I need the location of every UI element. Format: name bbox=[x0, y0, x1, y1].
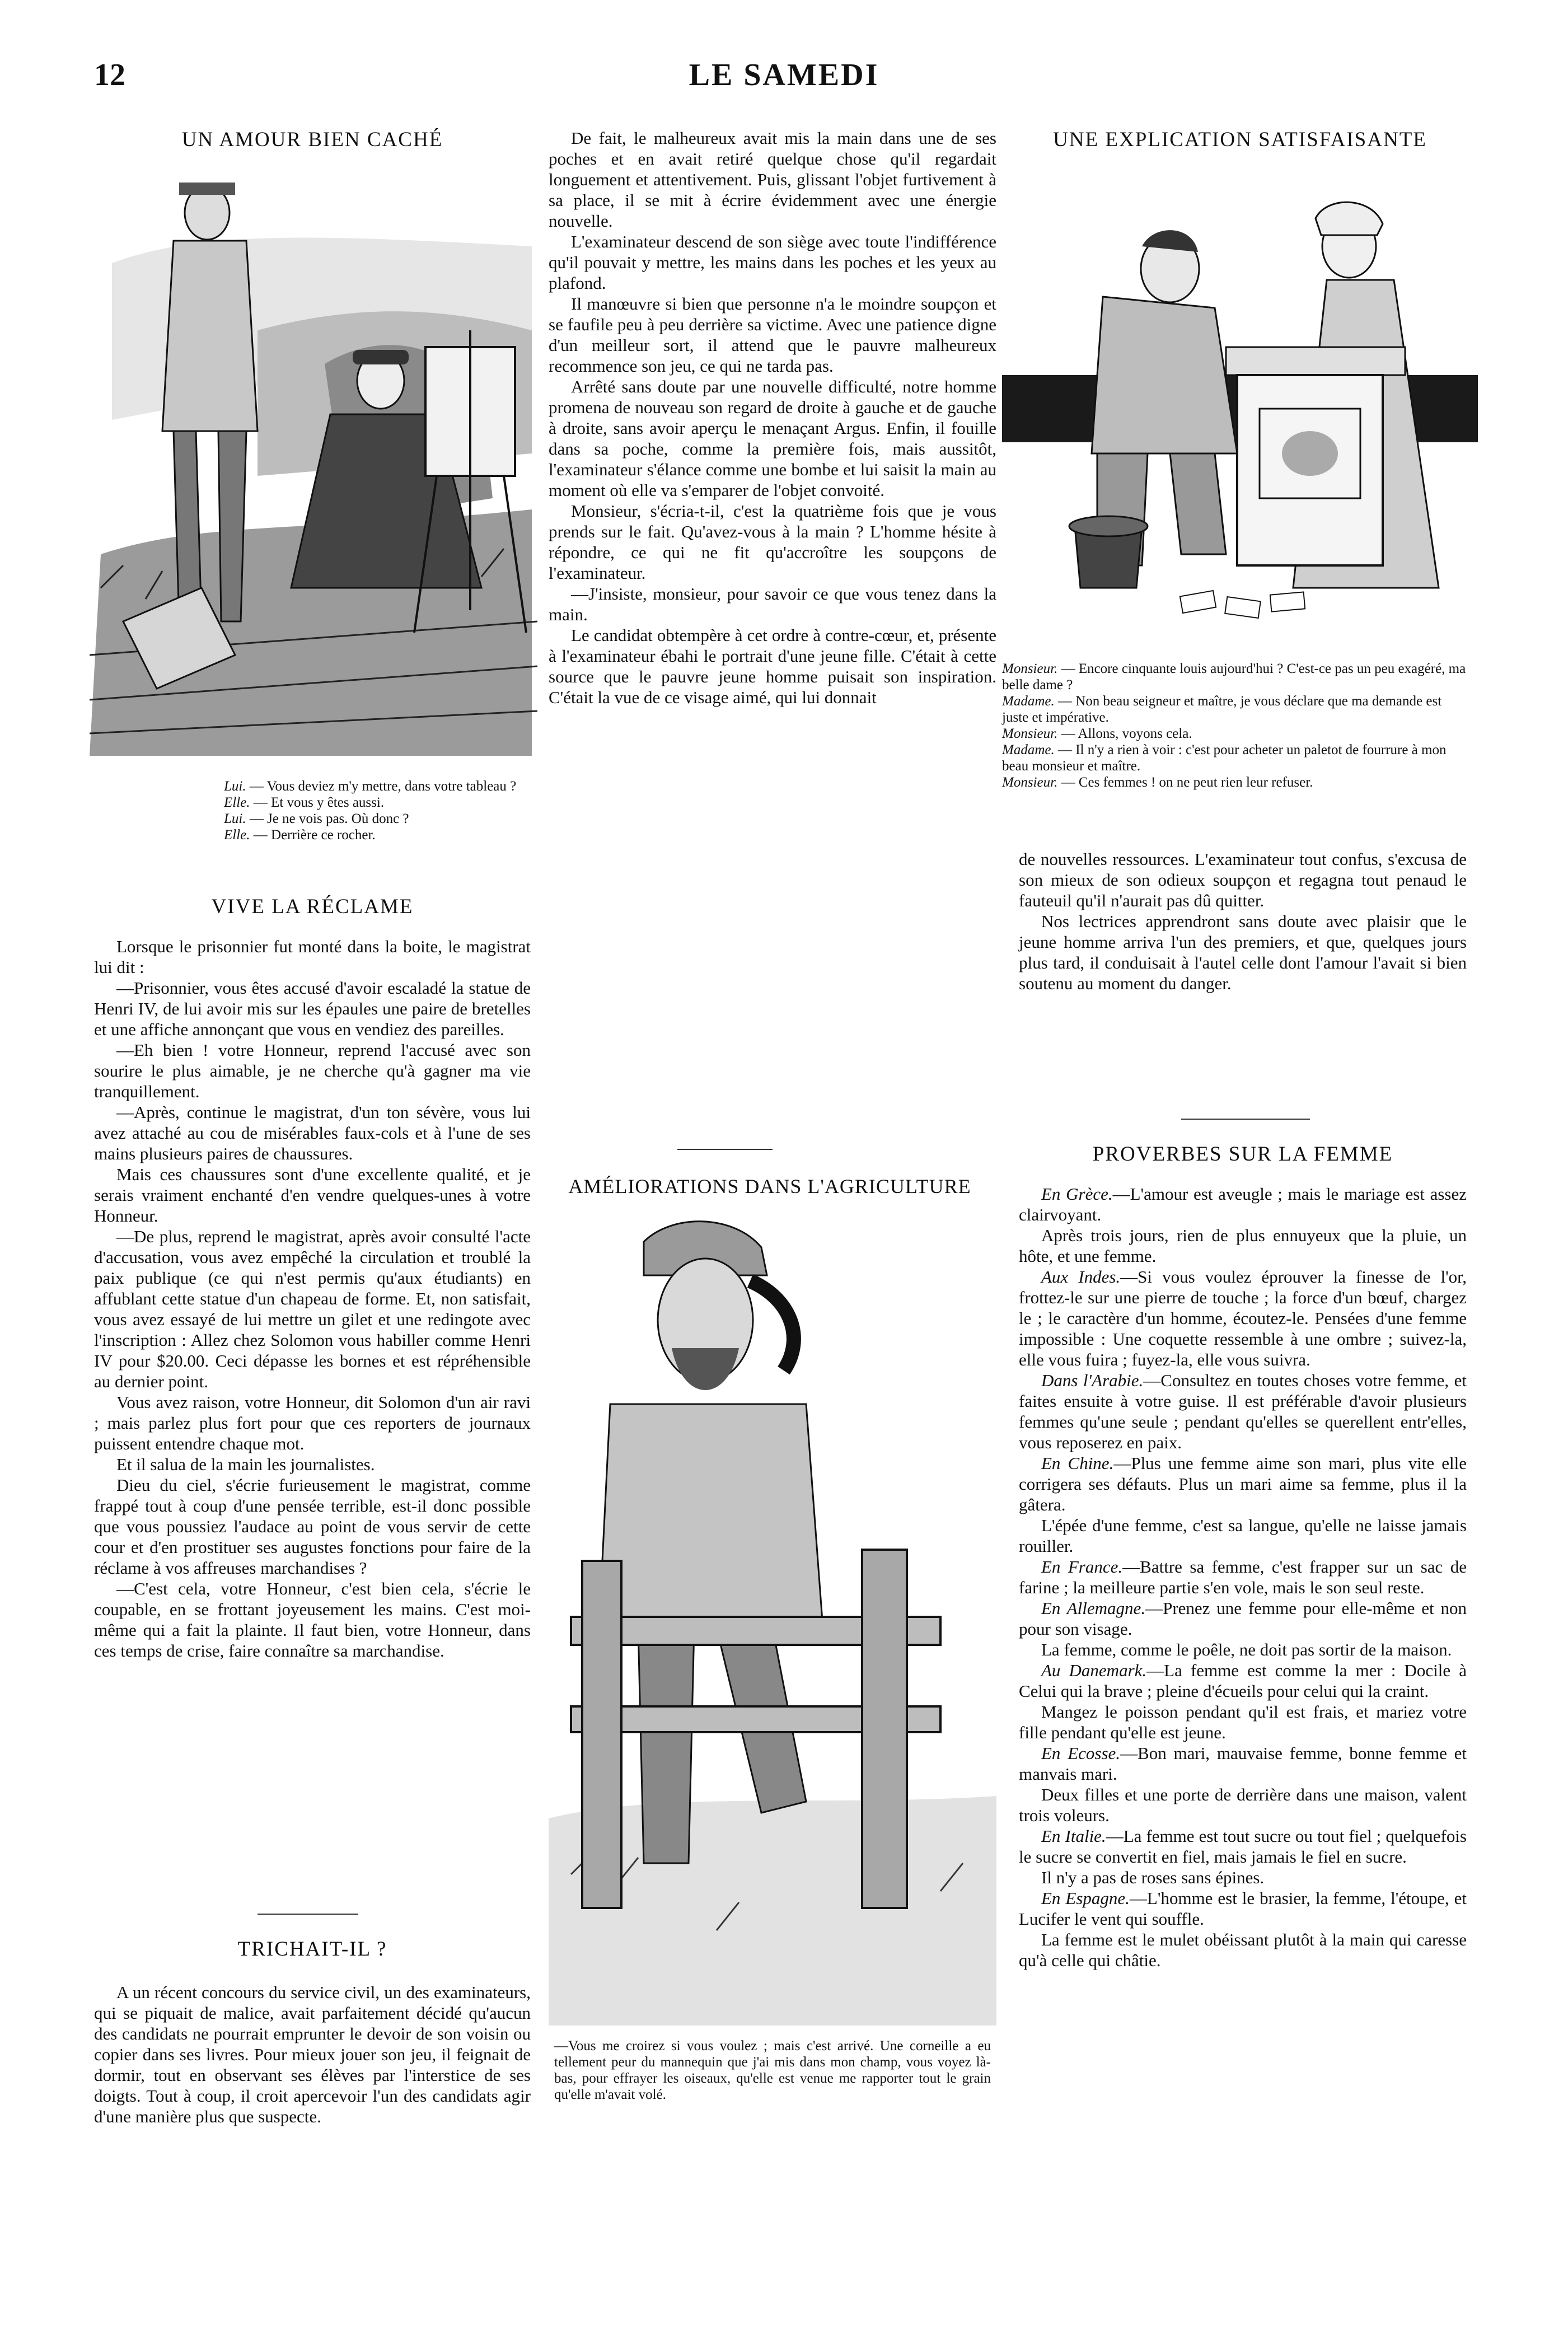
paragraph: —De plus, reprend le magistrat, après avoir consulté l'acte d'accusation, vous avez empêché la circulation et troublé la paix publique (ce qui n'est permis qu'aux étudiants) en affublant cette statue d'un chapeau de forme. Et, non satisfait, vous avez essayé de lui mettre un gilet et une redingote avec l'inscription : Allez chez Solomon vous habiller comme Henri IV pour $20.00. Ceci dépasse les bornes et est répréhensible au dernier point. bbox=[94, 1227, 531, 1391]
country-label: En Grèce. bbox=[1041, 1184, 1113, 1204]
proverb-text: L'épée d'une femme, c'est sa langue, qu'elle ne laisse jamais rouiller. bbox=[1019, 1516, 1467, 1556]
country-label: En Ecosse. bbox=[1041, 1743, 1121, 1763]
paragraph: Mais ces chaussures sont d'une excellente qualité, et je serais vraiment enchanté d'en vendre quelques-unes à votre Honneur. bbox=[94, 1164, 531, 1226]
illustration-couple-painting bbox=[90, 162, 537, 756]
proverb bbox=[1019, 1639, 1467, 1660]
proverb bbox=[1019, 1515, 1467, 1556]
heading-trichait: TRICHAIT-IL ? bbox=[237, 1938, 387, 1961]
proverb-text: Deux filles et une porte de derrière dans une maison, valent trois voleurs. bbox=[1019, 1785, 1467, 1825]
illustration-couple-desk bbox=[1002, 162, 1478, 627]
paragraph: A un récent concours du service civil, un des examinateurs, qui se piquait de malice, avait parfaitement décidé qu'aucun des candidats ne pourrait emprunter le devoir de son voisin ou copier dans ses livres. Pour mieux jouer son jeu, il feignait de dormir, tout en observant ses élèves par l'interstice de ses doigts. Tout à coup, il croit apercevoir l'un des candidats agir d'une manière plus que suspecte. bbox=[94, 1982, 531, 2126]
proverb-text: —Prenez une femme pour elle-même et non pour son visage. bbox=[1019, 1598, 1467, 1639]
dialogue: — Derrière ce rocher. bbox=[250, 827, 376, 843]
proverb-text: Après trois jours, rien de plus ennuyeux que la pluie, un hôte, et une femme. bbox=[1019, 1226, 1467, 1266]
country-label: En France. bbox=[1041, 1557, 1123, 1577]
heading-reclame: VIVE LA RÉCLAME bbox=[211, 895, 414, 918]
country-label: En Italie. bbox=[1041, 1826, 1106, 1846]
paragraph: Le candidat obtempère à cet ordre à contre-cœur, et, présente à l'examinateur ébahi le portrait d'une jeune fille. C'était à cette source que le pauvre jeune homme puisait son inspiration. C'était la vue de ce visage aimé, qui lui donnait bbox=[549, 625, 996, 707]
illustration-farmer-fence bbox=[549, 1203, 996, 2026]
proverb-text: —Bon mari, mauvaise femme, bonne femme et manvais mari. bbox=[1019, 1743, 1467, 1784]
heading-explication: UNE EXPLICATION SATISFAISANTE bbox=[1053, 128, 1427, 151]
paragraph: —J'insiste, monsieur, pour savoir ce que vous tenez dans la main. bbox=[549, 584, 996, 624]
paragraph: de nouvelles ressources. L'examinateur tout confus, s'excusa de son mieux de son odieux soupçon et regagna tout penaud le fauteuil qu'il n'aurait pas dû quitter. bbox=[1019, 849, 1467, 910]
country-label: Aux Indes. bbox=[1041, 1267, 1121, 1287]
country-label: Dans l'Arabie. bbox=[1041, 1371, 1144, 1390]
paragraph: De fait, le malheureux avait mis la main dans une de ses poches et en avait retiré quelque chose qu'il regardait longuement et attentivement. Puis, glissant l'objet furtivement à sa place, il se mit à écrire évidemment avec une énergie nouvelle. bbox=[549, 128, 996, 231]
speaker: Monsieur. bbox=[1002, 775, 1058, 790]
article-trichait-col2 bbox=[549, 128, 996, 708]
caption-line bbox=[1002, 774, 1467, 791]
dialogue: — Il n'y a rien à voir : c'est pour acheter un paletot de fourrure à mon beau monsieur et maître. bbox=[1002, 742, 1447, 774]
caption-line bbox=[1002, 726, 1467, 742]
dialogue: — Encore cinquante louis aujourd'hui ? C'est-ce pas un peu exagéré, ma belle dame ? bbox=[1002, 661, 1466, 693]
speaker: Monsieur. bbox=[1002, 661, 1058, 676]
proverb-text: —L'amour est aveugle ; mais le mariage est assez clairvoyant. bbox=[1019, 1184, 1467, 1224]
paragraph: —Eh bien ! votre Honneur, reprend l'accusé avec son sourire le plus aimable, je ne cherche qu'à gagner ma vie tranquillement. bbox=[94, 1040, 531, 1101]
caption-line bbox=[1002, 742, 1467, 774]
speaker: Elle. bbox=[224, 827, 250, 843]
article-trichait-col1 bbox=[94, 1982, 531, 2127]
proverb bbox=[1019, 1867, 1467, 1888]
proverb-text: —L'homme est le brasier, la femme, l'étoupe, et Lucifer le vent qui souffle. bbox=[1019, 1888, 1467, 1929]
proverb bbox=[1019, 1453, 1467, 1515]
article-trichait-col3 bbox=[1019, 849, 1467, 994]
proverb bbox=[1019, 1826, 1467, 1867]
article-proverbes-body bbox=[1019, 1184, 1467, 1971]
proverb bbox=[1019, 1556, 1467, 1598]
dialogue: — Allons, voyons cela. bbox=[1057, 726, 1192, 741]
dialogue: — Ces femmes ! on ne peut rien leur refuser. bbox=[1057, 775, 1313, 790]
proverb bbox=[1019, 1743, 1467, 1784]
proverb bbox=[1019, 1370, 1467, 1453]
paragraph: Lorsque le prisonnier fut monté dans la boite, le magistrat lui dit : bbox=[94, 937, 531, 977]
caption-line bbox=[224, 778, 537, 794]
proverb-text: —Si vous voulez éprouver la finesse de l'or, frottez-le sur une pierre de touche ; la force d'un bœuf, chargez le ; le caractère d'un homme, écoutez-le. Pensées d'une femme impossible : Une coquette ressemble à une ombre ; suivez-la, elle vous fuira ; fuyez-la, elle vous suivra. bbox=[1019, 1267, 1467, 1369]
caption-agriculture: —Vous me croirez si vous voulez ; mais c'est arrivé. Une corneille a eu tellement peur du mannequin que j'ai mis dans mon champ, vous voyez là-bas, pour effrayer les oiseaux, qu'elle est venue me rapporter tout le grain qu'elle m'avait volé. bbox=[554, 2038, 991, 2102]
heading-proverbes: PROVERBES SUR LA FEMME bbox=[1092, 1143, 1393, 1166]
paragraph: L'examinateur descend de son siège avec toute l'indifférence qu'il pouvait y mettre, les mains dans les poches et les yeux au plafond. bbox=[549, 232, 996, 293]
paragraph: Vous avez raison, votre Honneur, dit Solomon d'un air ravi ; mais parlez plus fort pour que ces reporters de journaux puissent entendre chaque mot. bbox=[94, 1392, 531, 1453]
page-number: 12 bbox=[94, 58, 125, 92]
dialogue: — Et vous y êtes aussi. bbox=[250, 795, 385, 810]
speaker: Madame. bbox=[1002, 742, 1055, 757]
proverb bbox=[1019, 1184, 1467, 1225]
country-label: En Espagne. bbox=[1041, 1888, 1130, 1908]
proverb-text: —La femme est comme la mer : Docile à Celui qui la brave ; pleine d'écueils pour celui qui la craint. bbox=[1019, 1661, 1467, 1701]
proverb-text: —Plus une femme aime son mari, plus vite elle corrigera ses défauts. Plus un mari aime sa femme, plus il la gâtera. bbox=[1019, 1453, 1467, 1514]
proverb bbox=[1019, 1929, 1467, 1971]
proverb-text: —Consultez en toutes choses votre femme, et faites ensuite à votre guise. Il est préférable d'avoir plusieurs femmes qu'une seule ; pendant qu'elles se querellent entr'elles, vous reposerez en paix. bbox=[1019, 1371, 1467, 1452]
proverb-text: La femme est le mulet obéissant plutôt à la main qui caresse qu'à celle qui châtie. bbox=[1019, 1930, 1467, 1970]
country-label: En Allemagne. bbox=[1041, 1598, 1146, 1618]
caption-line bbox=[224, 827, 537, 843]
speaker: Monsieur. bbox=[1002, 726, 1058, 741]
article-reclame-body bbox=[94, 936, 531, 1661]
caption-line bbox=[1002, 661, 1467, 693]
paragraph: Dieu du ciel, s'écrie furieusement le magistrat, comme frappé tout à coup d'une pensée terrible, est-il donc possible que vous poussiez l'audace au point de vous servir de cette cour et d'en prostituer ses augustes fonctions pour faire de la réclame à vos affreuses marchandises ? bbox=[94, 1475, 531, 1578]
caption-line bbox=[1002, 693, 1467, 726]
paragraph: Monsieur, s'écria-t-il, c'est la quatrième fois que je vous prends sur le fait. Qu'avez-vous à la main ? L'homme hésite à répondre, ce qui ne fit qu'accroître les soupçons de l'examinateur. bbox=[549, 501, 996, 583]
proverb-text: Il n'y a pas de roses sans épines. bbox=[1041, 1868, 1265, 1887]
proverb-text: La femme, comme le poêle, ne doit pas sortir de la maison. bbox=[1041, 1640, 1452, 1659]
divider bbox=[1181, 1119, 1310, 1120]
speaker: Lui. bbox=[224, 811, 246, 826]
paragraph: —Après, continue le magistrat, d'un ton sévère, vous lui avez attaché au cou de misérables faux-cols et à l'une de ses mains plusieurs paires de chaussures. bbox=[94, 1102, 531, 1163]
proverb bbox=[1019, 1888, 1467, 1929]
heading-amour: UN AMOUR BIEN CACHÉ bbox=[181, 128, 443, 151]
paragraph: Arrêté sans doute par une nouvelle difficulté, notre homme promena de nouveau son regard de droite à gauche et de gauche à droite, sans avoir aperçu le menaçant Argus. Enfin, il fouille dans sa poche, comme la première fois, mais aussitôt, l'examinateur s'élance comme une bombe et lui saisit la main au moment où elle va s'emparer de l'objet convoité. bbox=[549, 377, 996, 500]
paragraph: —C'est cela, votre Honneur, c'est bien cela, s'écrie le coupable, en se frottant joyeusement les mains. C'est moi-même qui a fait la plainte. Il faut bien, votre Honneur, dans ces temps de crise, faire connaître sa marchandise. bbox=[94, 1579, 531, 1661]
proverb bbox=[1019, 1660, 1467, 1701]
proverb-text: —La femme est tout sucre ou tout fiel ; quelquefois le sucre se convertit en fiel, mais jamais le fiel en sucre. bbox=[1019, 1826, 1467, 1867]
paragraph: Il manœuvre si bien que personne n'a le moindre soupçon et se faufile peu à peu derrière sa victime. Avec une patience digne d'un meilleur sort, il attend que le pauvre malheureux recommence son jeu, ce qui ne tarda pas. bbox=[549, 294, 996, 376]
proverb bbox=[1019, 1598, 1467, 1639]
paragraph: —Prisonnier, vous êtes accusé d'avoir escaladé la statue de Henri IV, de lui avoir mis sur les épaules une paire de bretelles et une affiche annonçant que vous en vendiez des pareilles. bbox=[94, 978, 531, 1039]
proverb-text: —Battre sa femme, c'est frapper sur un sac de farine ; la meilleure partie s'en vole, mais le son seul reste. bbox=[1019, 1557, 1467, 1597]
proverb bbox=[1019, 1701, 1467, 1743]
speaker: Madame. bbox=[1002, 694, 1055, 709]
heading-agriculture: AMÉLIORATIONS DANS L'AGRICULTURE bbox=[568, 1175, 971, 1198]
paragraph: Et il salua de la main les journalistes. bbox=[116, 1454, 375, 1474]
country-label: En Chine. bbox=[1041, 1453, 1114, 1473]
caption-line bbox=[224, 794, 537, 811]
caption-amour bbox=[224, 778, 537, 843]
divider bbox=[677, 1149, 773, 1150]
country-label: Au Danemark. bbox=[1041, 1661, 1147, 1680]
paragraph: Nos lectrices apprendront sans doute avec plaisir que le jeune homme arriva l'un des premiers, et que, quelques jours plus tard, il conduisait à l'autel celle dont l'amour l'avait si bien soutenu au moment du danger. bbox=[1019, 911, 1467, 993]
caption-explication bbox=[1002, 661, 1467, 791]
caption-line bbox=[224, 811, 537, 827]
speaker: Elle. bbox=[224, 795, 250, 810]
proverb bbox=[1019, 1225, 1467, 1266]
dialogue: — Non beau seigneur et maître, je vous déclare que ma demande est juste et impérative. bbox=[1002, 694, 1442, 725]
journal-title: LE SAMEDI bbox=[689, 58, 879, 92]
dialogue: — Je ne vois pas. Où donc ? bbox=[246, 811, 409, 826]
proverb bbox=[1019, 1266, 1467, 1370]
dialogue: — Vous deviez m'y mettre, dans votre tableau ? bbox=[246, 779, 517, 794]
speaker: Lui. bbox=[224, 779, 246, 794]
proverb-text: Mangez le poisson pendant qu'il est frais, et mariez votre fille pendant qu'elle est jeune. bbox=[1019, 1702, 1467, 1742]
divider bbox=[258, 1914, 358, 1915]
proverb bbox=[1019, 1784, 1467, 1826]
